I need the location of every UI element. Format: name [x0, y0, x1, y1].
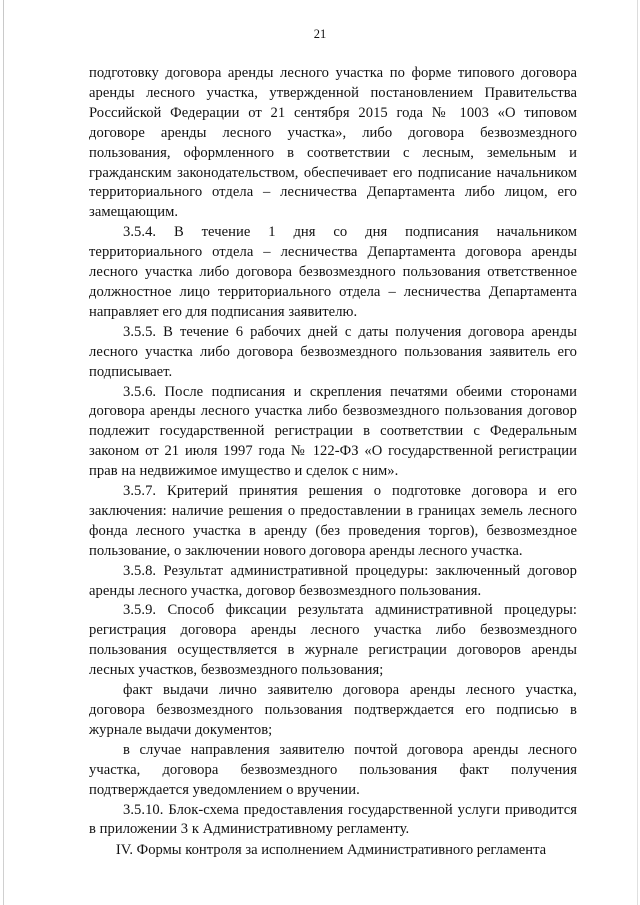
body-text	[89, 64, 577, 840]
paragraph-3-5-4: 3.5.4. В течение 1 дня со дня подписания начальником территориального отдела – лесничества Департамента договора аренды лесного участка либо договора безвозмездного пользования ответственное должностное лицо территориального отдела – лесничества Департамента направляет его для подписания заявителю.	[89, 224, 577, 320]
scan-edge-right	[637, 0, 638, 905]
paragraph-continuation: подготовку договора аренды лесного участка по форме типового договора аренды лесного участка, утвержденной постановлением Правительства Российской Федерации от 21 сентября 2015 года № 1003 «О типовом договоре аренды лесного участка», либо договора безвозмездного пользования, оформленного в соответствии с лесным, земельным и гражданским законодательством, обеспечивает его подписание начальником территориального отдела – лесничества Департамента либо лицом, его замещающим.	[89, 65, 577, 221]
paragraph-3-5-8: 3.5.8. Результат административной процедуры: заключенный договор аренды лесного участка, договор безвозмездного пользования.	[89, 562, 577, 599]
paragraph-3-5-9-mail: в случае направления заявителю почтой договора аренды лесного участка, договора безвозмездного пользования факт получения подтверждается уведомлением о вручении.	[89, 741, 577, 798]
paragraph-3-5-9: 3.5.9. Способ фиксации результата административной процедуры: регистрация договора аренды лесного участка либо безвозмездного пользования осуществляется в журнале регистрации договоров аренды лесных участков, безвозмездного пользования;	[89, 602, 577, 679]
paragraph-3-5-9-issue: факт выдачи лично заявителю договора аренды лесного участка, договора безвозмездного пользования подтверждается его подписью в журнале выдачи документов;	[89, 682, 577, 738]
section-heading: IV. Формы контроля за исполнением Административного регламента	[115, 842, 547, 858]
paragraph-3-5-7: 3.5.7. Критерий принятия решения о подготовке договора и его заключения: наличие решения о предоставлении в границах земель лесного фонда лесного участка в аренду (без проведения торгов), безвозмездное пользование, о заключении нового договора аренды лесного участка.	[89, 483, 577, 559]
scan-edge-left	[3, 0, 4, 905]
paragraph-3-5-6: 3.5.6. После подписания и скрепления печатями обеими сторонами договора аренды лесного участка либо безвозмездного пользования договор подлежит государственной регистрации в соответствии с Федеральным законом от 21 июля 1997 года № 122-ФЗ «О государственной регистрации прав на недвижимое имущество и сделок с ним».	[89, 383, 577, 480]
paragraph-3-5-10: 3.5.10. Блок-схема предоставления государственной услуги приводится в приложении 3 к Административному регламенту.	[89, 801, 577, 838]
paragraph-3-5-5: 3.5.5. В течение 6 рабочих дней с даты получения договора аренды лесного участка либо договора безвозмездного пользования заявитель его подписывает.	[89, 323, 577, 380]
page-number: 21	[313, 27, 327, 41]
